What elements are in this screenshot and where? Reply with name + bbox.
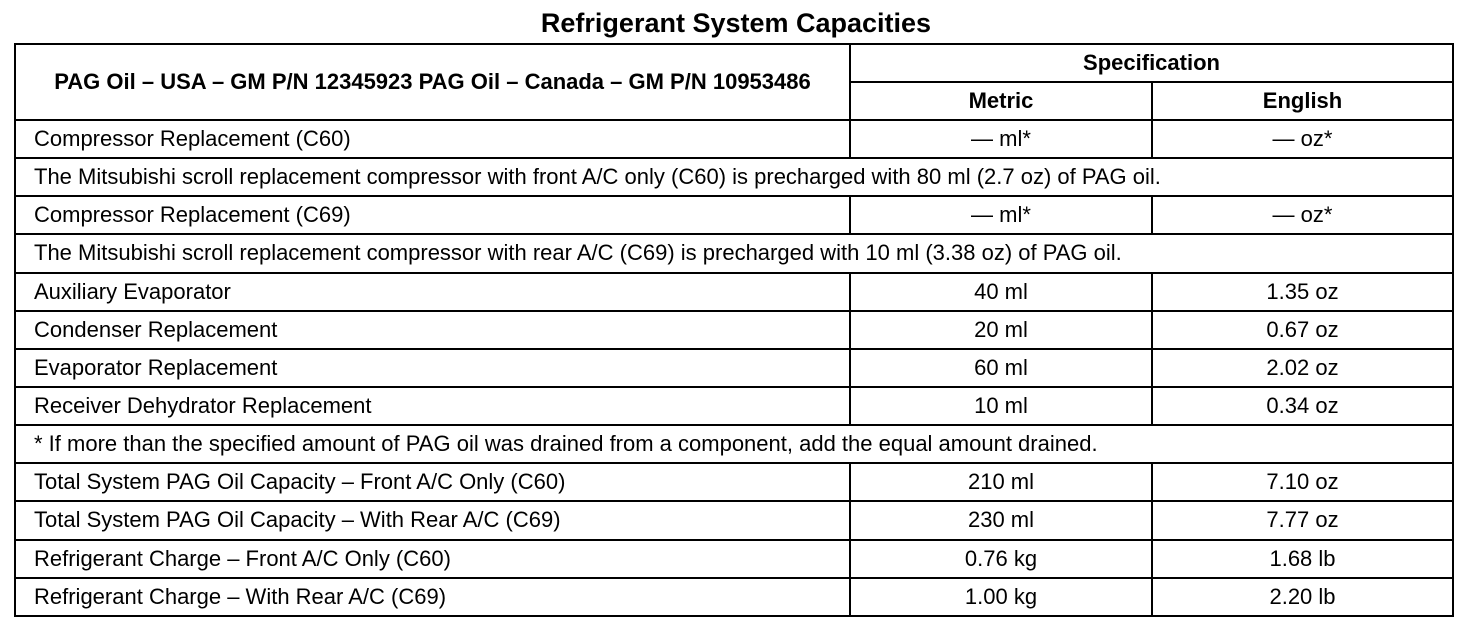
row-label: Compressor Replacement (C60) <box>15 120 850 158</box>
english-value: — oz* <box>1152 120 1453 158</box>
table-row <box>15 311 1453 349</box>
note-row <box>15 425 1453 463</box>
page-title: Refrigerant System Capacities <box>540 8 932 38</box>
row-label: Receiver Dehydrator Replacement <box>15 387 850 425</box>
row-label: Condenser Replacement <box>15 311 850 349</box>
metric-value: 1.00 kg <box>850 578 1152 616</box>
note-row <box>15 158 1453 196</box>
table-row <box>15 349 1453 387</box>
english-value: — oz* <box>1152 196 1453 234</box>
note-text: The Mitsubishi scroll replacement compressor with rear A/C (C69) is precharged with 10 ml (3.38 oz) of PAG oil. <box>15 234 1453 272</box>
english-value: 2.02 oz <box>1152 349 1453 387</box>
english-value: 1.68 lb <box>1152 540 1453 578</box>
header-specification: Specification <box>850 44 1453 82</box>
english-value: 7.10 oz <box>1152 463 1453 501</box>
metric-value: — ml* <box>850 196 1152 234</box>
metric-value: 230 ml <box>850 501 1152 539</box>
metric-value: 210 ml <box>850 463 1152 501</box>
english-value: 2.20 lb <box>1152 578 1453 616</box>
metric-value: — ml* <box>850 120 1152 158</box>
table-row <box>15 120 1453 158</box>
capacities-table <box>14 43 1454 617</box>
row-label: Evaporator Replacement <box>15 349 850 387</box>
metric-value: 40 ml <box>850 273 1152 311</box>
row-label: Total System PAG Oil Capacity – Front A/C Only (C60) <box>15 463 850 501</box>
header-metric: Metric <box>850 82 1152 120</box>
table-row <box>15 196 1453 234</box>
table-row <box>15 463 1453 501</box>
table-row <box>15 578 1453 616</box>
english-value: 0.34 oz <box>1152 387 1453 425</box>
row-label: Refrigerant Charge – With Rear A/C (C69) <box>15 578 850 616</box>
metric-value: 10 ml <box>850 387 1152 425</box>
note-text: The Mitsubishi scroll replacement compressor with front A/C only (C60) is precharged with 80 ml (2.7 oz) of PAG oil. <box>15 158 1453 196</box>
footnote-text: * If more than the specified amount of PAG oil was drained from a component, add the equal amount drained. <box>15 425 1453 463</box>
header-row <box>15 44 1453 82</box>
table-row <box>15 540 1453 578</box>
header-pag-oil: PAG Oil – USA – GM P/N 12345923 PAG Oil – Canada – GM P/N 10953486 <box>15 44 850 120</box>
note-row <box>15 234 1453 272</box>
row-label: Total System PAG Oil Capacity – With Rear A/C (C69) <box>15 501 850 539</box>
english-value: 0.67 oz <box>1152 311 1453 349</box>
metric-value: 0.76 kg <box>850 540 1152 578</box>
row-label: Refrigerant Charge – Front A/C Only (C60) <box>15 540 850 578</box>
english-value: 1.35 oz <box>1152 273 1453 311</box>
metric-value: 20 ml <box>850 311 1152 349</box>
row-label: Auxiliary Evaporator <box>15 273 850 311</box>
row-label: Compressor Replacement (C69) <box>15 196 850 234</box>
table-row <box>15 387 1453 425</box>
english-value: 7.77 oz <box>1152 501 1453 539</box>
metric-value: 60 ml <box>850 349 1152 387</box>
table-row <box>15 501 1453 539</box>
table-row <box>15 273 1453 311</box>
header-english: English <box>1152 82 1453 120</box>
